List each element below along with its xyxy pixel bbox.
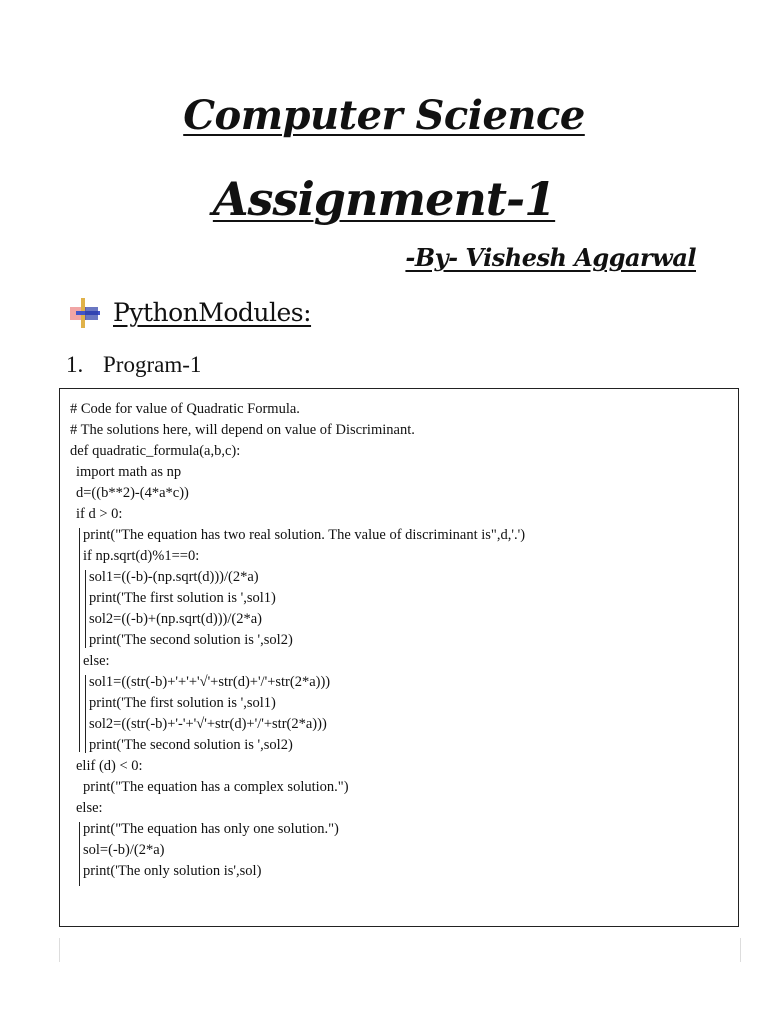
code-line: print("The equation has a complex solution."): [83, 779, 349, 795]
code-line: elif (d) < 0:: [76, 758, 143, 774]
program-label: Program-1: [103, 352, 202, 377]
code-line: if np.sqrt(d)%1==0:: [83, 548, 200, 564]
indent-guide: [79, 822, 80, 886]
page-continuation: [59, 938, 741, 962]
assignment-title: Assignment-1: [212, 172, 556, 226]
code-line: d=((b**2)-(4*a*c)): [76, 485, 189, 501]
code-line: import math as np: [76, 464, 182, 480]
code-line: else:: [76, 800, 103, 816]
code-line: print("The equation has only one solution."): [83, 821, 339, 837]
code-line: # Code for value of Quadratic Formula.: [70, 401, 300, 417]
code-line: print('The only solution is',sol): [83, 863, 262, 879]
code-line: if d > 0:: [76, 506, 123, 522]
code-line: print('The first solution is ',sol1): [89, 695, 276, 711]
author-byline: -By- Vishesh Aggarwal: [405, 243, 696, 272]
code-line: # The solutions here, will depend on value of Discriminant.: [70, 422, 415, 438]
document-title: Computer Science: [183, 92, 585, 139]
section-heading: PythonModules:: [113, 298, 312, 327]
code-line: print('The first solution is ',sol1): [89, 590, 276, 606]
code-line: else:: [83, 653, 110, 669]
code-line: print("The equation has two real solution. The value of discriminant is",d,'.'): [83, 527, 526, 543]
indent-guide: [85, 570, 86, 648]
code-line: sol2=((str(-b)+'-'+'√'+str(d)+'/'+str(2*a))): [89, 716, 327, 732]
list-number: 1.: [66, 352, 84, 377]
code-block: [59, 388, 739, 927]
code-line: print('The second solution is ',sol2): [89, 632, 293, 648]
code-line: print('The second solution is ',sol2): [89, 737, 293, 753]
code-line: sol2=((-b)+(np.sqrt(d)))/(2*a): [89, 611, 262, 627]
code-line: def quadratic_formula(a,b,c):: [70, 443, 241, 459]
code-line: sol=(-b)/(2*a): [83, 842, 165, 858]
code-line: sol1=((str(-b)+'+'+'√'+str(d)+'/'+str(2*a))): [89, 674, 331, 690]
code-line: sol1=((-b)-(np.sqrt(d)))/(2*a): [89, 569, 259, 585]
bullet-icon: [70, 298, 100, 328]
indent-guide: [85, 675, 86, 753]
indent-guide: [79, 528, 80, 752]
